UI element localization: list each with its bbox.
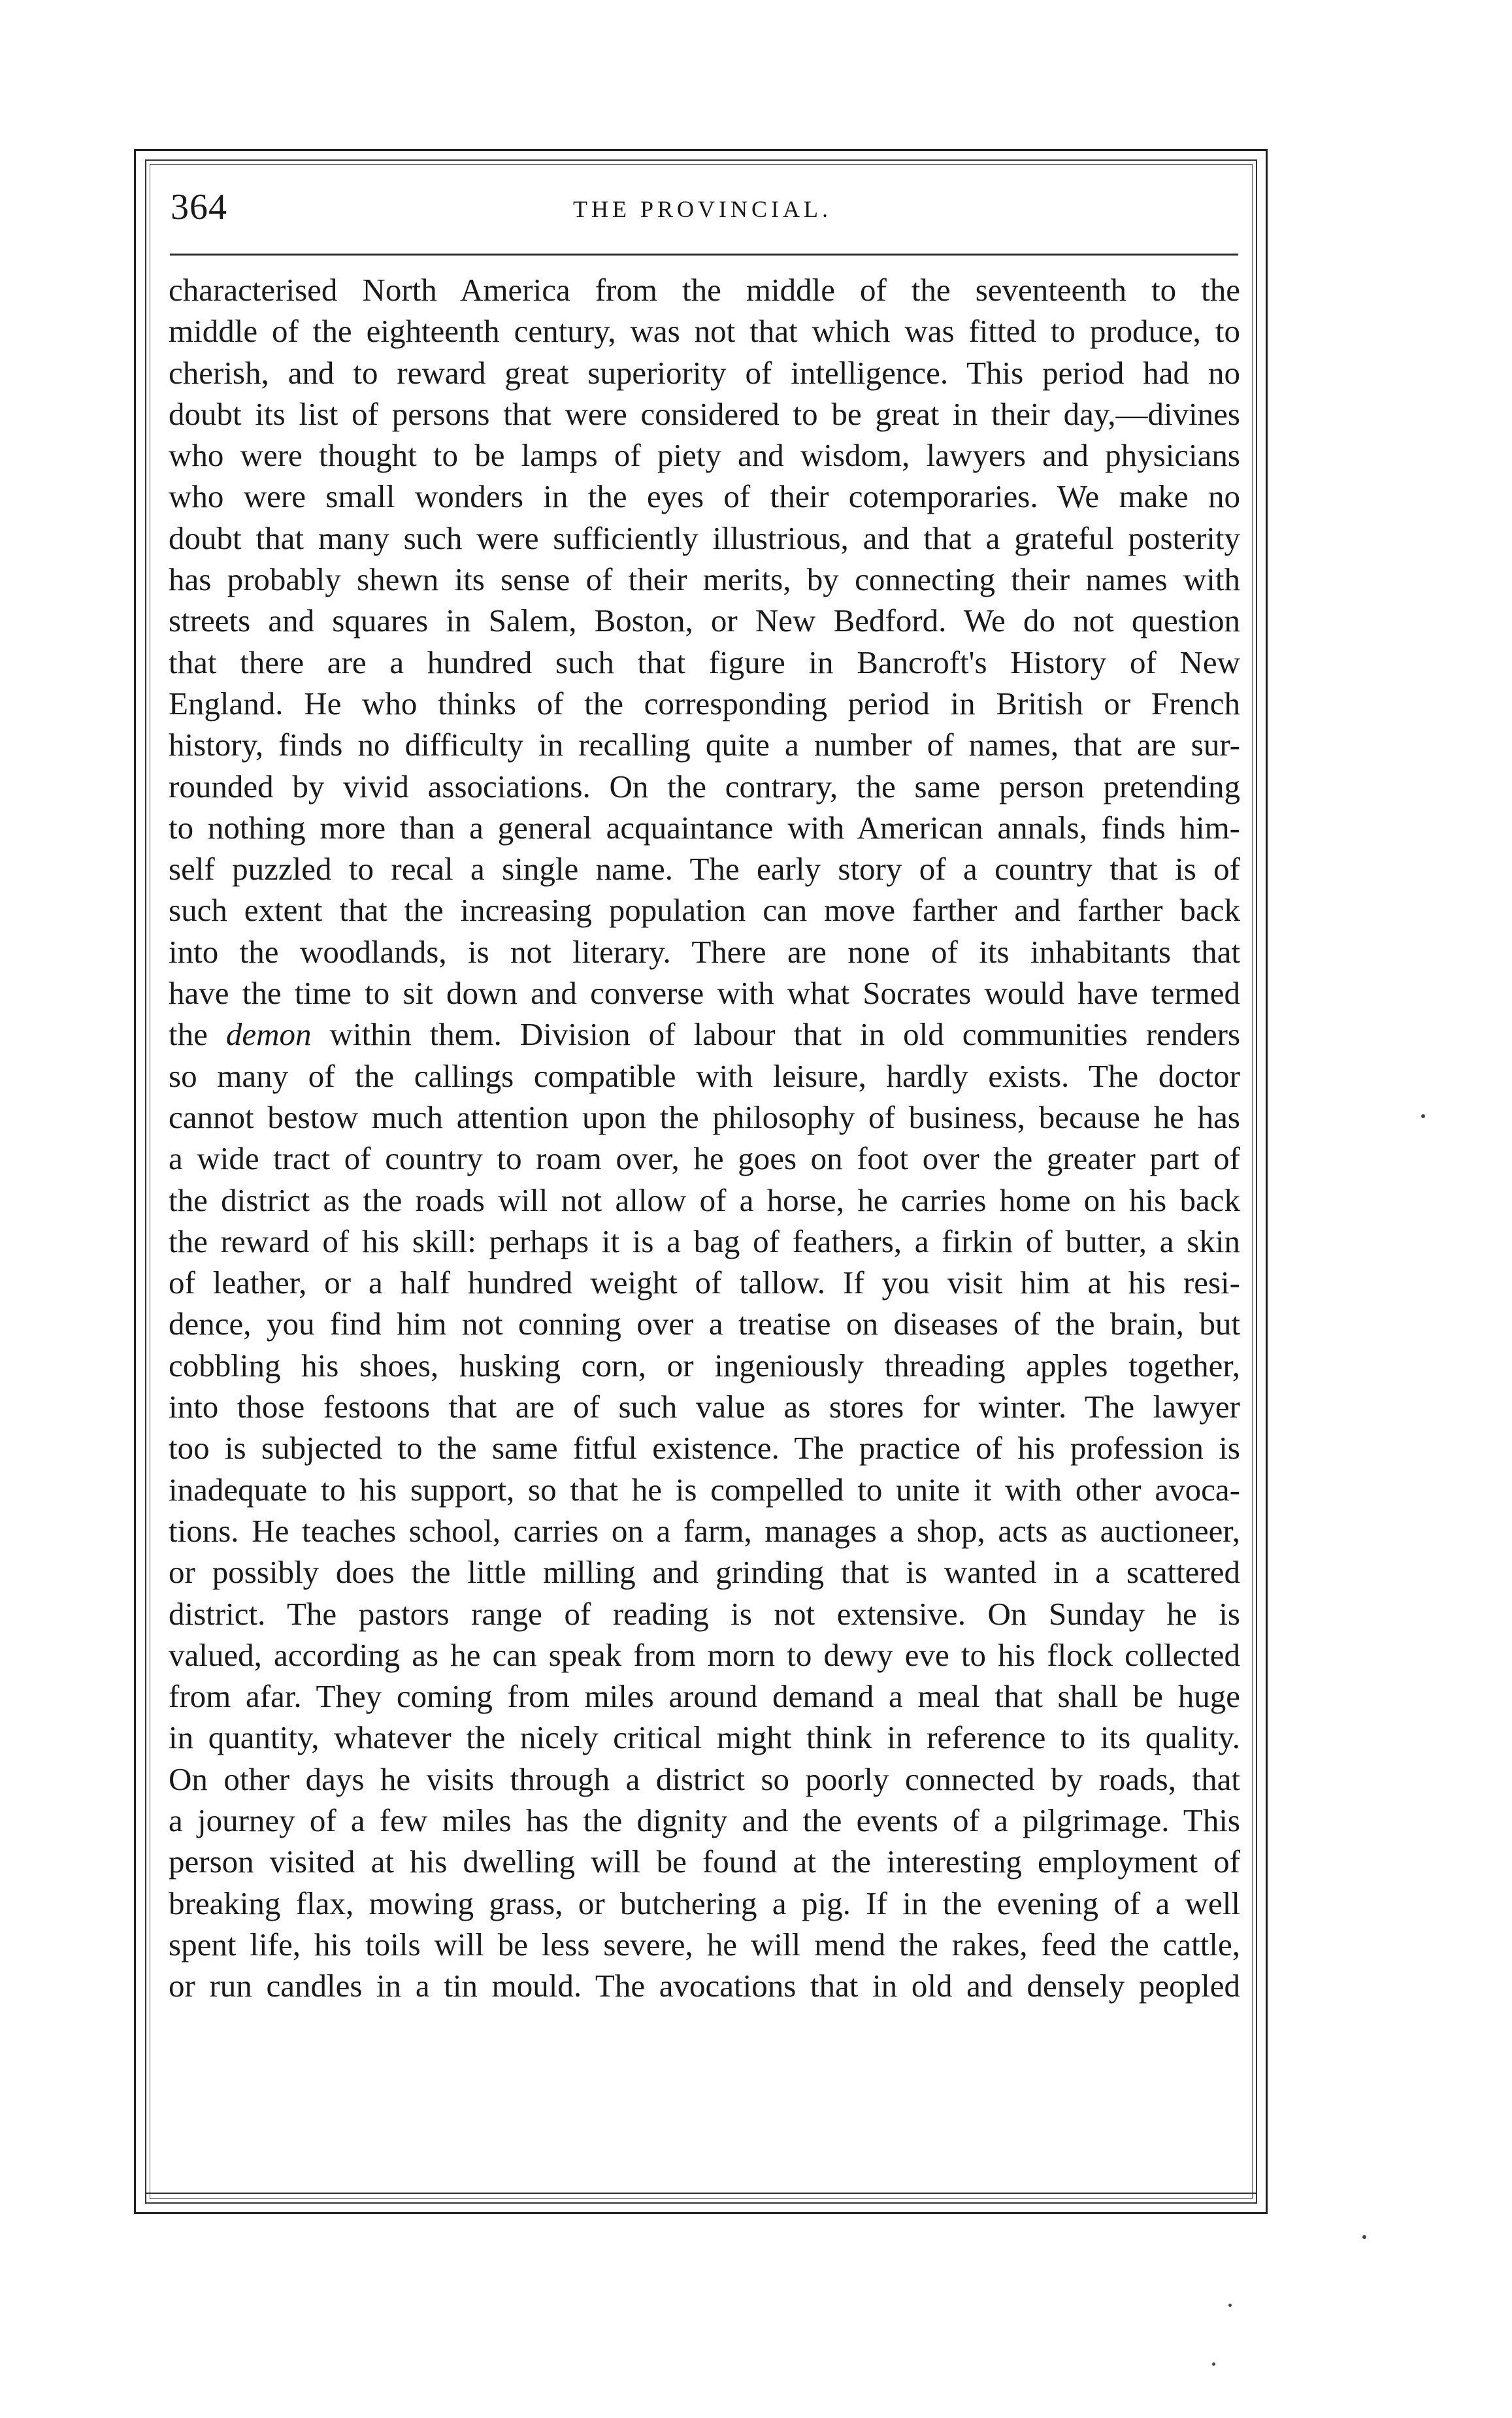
italic-word: demon	[225, 1016, 312, 1053]
text-line: middle of the eighteenth century, was not that which was fitted to produce, to	[169, 313, 1240, 350]
text-line: from afar. They coming from miles around demand a meal that shall be huge	[169, 1678, 1240, 1715]
text-line: history, finds no difficulty in recalling quite a number of names, that are sur-	[169, 727, 1240, 763]
text-fragment: the	[169, 1016, 208, 1053]
running-title: THE PROVINCIAL.	[573, 196, 832, 222]
text-line: doubt its list of persons that were considered to be great in their day,—divines	[169, 395, 1240, 432]
text-line-demon	[169, 1014, 1240, 1055]
text-line: or run candles in a tin mould. The avocations that in old and densely peopled	[169, 1968, 1240, 2004]
text-line: or possibly does the little milling and grinding that is wanted in a scattered	[169, 1554, 1240, 1591]
text-line: cherish, and to reward great superiority of intelligence. This period had no	[169, 354, 1240, 391]
text-line: breaking flax, mowing grass, or butchering a pig. If in the evening of a well	[169, 1885, 1240, 1921]
text-line: too is subjected to the same fitful existence. The practice of his profession is	[169, 1430, 1240, 1466]
text-line: the district as the roads will not allow of a horse, he carries home on his back	[169, 1182, 1240, 1218]
text-line: district. The pastors range of reading is not extensive. On Sunday he is	[169, 1595, 1240, 1632]
text-line: the reward of his skill: perhaps it is a bag of feathers, a firkin of butter, a skin	[169, 1223, 1240, 1259]
text-line: in quantity, whatever the nicely critical might think in reference to its quality.	[169, 1719, 1240, 1756]
text-line: streets and squares in Salem, Boston, or New Bedford. We do not question	[169, 603, 1240, 639]
text-line: such extent that the increasing population can move farther and farther back	[169, 892, 1240, 929]
text-line: On other days he visits through a district so poorly connected by roads, that	[169, 1761, 1240, 1797]
footer-rule	[145, 2193, 1257, 2194]
header-rule	[170, 254, 1238, 256]
text-line: cobbling his shoes, husking corn, or ingeniously threading apples together,	[169, 1347, 1240, 1383]
text-line: person visited at his dwelling will be found at the interesting employment of	[169, 1844, 1240, 1880]
ink-speck	[1362, 2235, 1366, 2239]
running-head	[167, 186, 1238, 239]
text-line: has probably shewn its sense of their merits, by connecting their names with	[169, 561, 1240, 598]
page-number: 364	[171, 187, 227, 227]
text-line: into those festoons that are of such value as stores for winter. The lawyer	[169, 1389, 1240, 1425]
text-line: dence, you find him not conning over a treatise on diseases of the brain, but	[169, 1306, 1240, 1342]
ink-speck	[1421, 1114, 1425, 1118]
text-line: that there are a hundred such that figure in Bancroft's History of New	[169, 644, 1240, 680]
text-line: valued, according as he can speak from morn to dewy eve to his flock collected	[169, 1636, 1240, 1673]
ink-speck	[1228, 2304, 1232, 2307]
ink-speck	[1212, 2362, 1215, 2366]
text-line: doubt that many such were sufficiently illustrious, and that a grateful posterity	[169, 520, 1240, 556]
body-text	[169, 269, 1240, 2006]
text-line: cannot bestow much attention upon the philosophy of business, because he has	[169, 1099, 1240, 1135]
text-line: a wide tract of country to roam over, he goes on foot over the greater part of	[169, 1140, 1240, 1177]
text-line: inadequate to his support, so that he is compelled to unite it with other avoca-	[169, 1471, 1240, 1508]
text-line: into the woodlands, is not literary. There are none of its inhabitants that	[169, 933, 1240, 970]
text-line: have the time to sit down and converse with what Socrates would have termed	[169, 975, 1240, 1012]
text-fragment: within them. Division of labour that in old communities renders	[329, 1016, 1240, 1053]
text-line: who were small wonders in the eyes of their cotemporaries. We make no	[169, 478, 1240, 515]
text-line: to nothing more than a general acquaintance with American annals, finds him-	[169, 809, 1240, 846]
text-line: a journey of a few miles has the dignity and the events of a pilgrimage. This	[169, 1802, 1240, 1838]
text-line: self puzzled to recal a single name. The early story of a country that is of	[169, 851, 1240, 887]
text-line: who were thought to be lamps of piety and wisdom, lawyers and physicians	[169, 437, 1240, 474]
text-line: of leather, or a half hundred weight of tallow. If you visit him at his resi-	[169, 1265, 1240, 1301]
text-line: so many of the callings compatible with leisure, hardly exists. The doctor	[169, 1057, 1240, 1094]
text-line: spent life, his toils will be less severe, he will mend the rakes, feed the cattle,	[169, 1926, 1240, 1963]
text-line: rounded by vivid associations. On the contrary, the same person pretending	[169, 768, 1240, 804]
text-line: tions. He teaches school, carries on a farm, manages a shop, acts as auctioneer,	[169, 1512, 1240, 1549]
text-line: characterised North America from the middle of the seventeenth to the	[169, 272, 1240, 308]
text-line: England. He who thinks of the corresponding period in British or French	[169, 685, 1240, 721]
